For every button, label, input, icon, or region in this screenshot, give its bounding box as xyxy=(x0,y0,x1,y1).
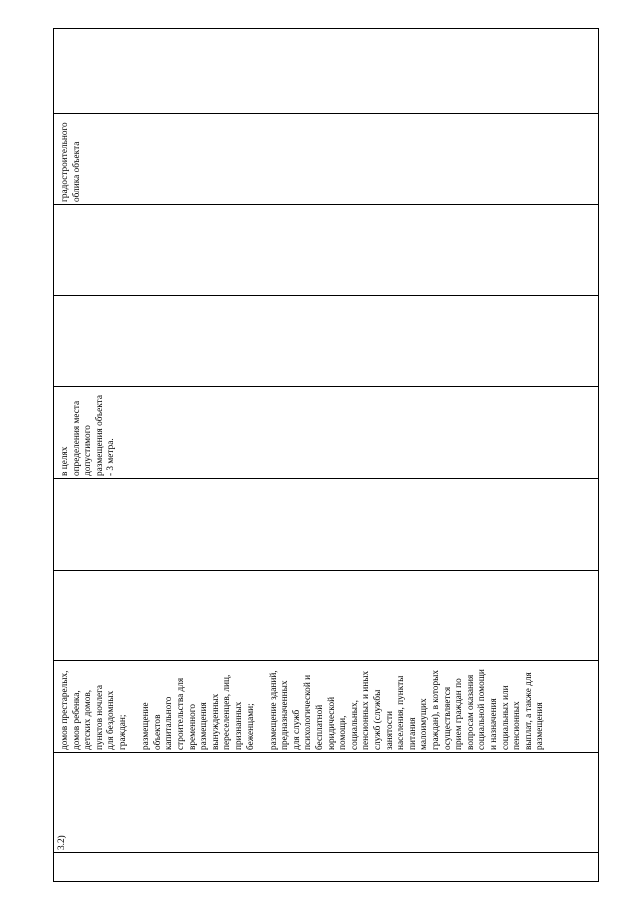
cell-line: служб (службы xyxy=(373,689,384,750)
cell-line: для служб xyxy=(291,709,302,750)
table-frame xyxy=(53,28,599,882)
cell-line: для бездомных xyxy=(106,690,117,750)
table-divider xyxy=(53,295,599,296)
cell-line: граждан; xyxy=(117,714,128,750)
cell-line: капитального xyxy=(164,696,175,750)
cell-line: занятости xyxy=(384,710,395,750)
cell-line: детских домов, xyxy=(83,689,94,750)
cell-line: переселенцев, лиц, xyxy=(222,674,233,750)
cell-line: в целях xyxy=(60,446,70,476)
table-divider xyxy=(53,478,599,479)
cell-line: и назначения xyxy=(488,698,499,750)
cell-line: юридической xyxy=(326,696,337,750)
cell-line: пунктов ночлега xyxy=(94,684,105,750)
cell-line: осуществляется xyxy=(442,686,453,750)
row-number-text: 3.2) xyxy=(57,835,67,850)
cell-line: помощи, xyxy=(338,715,349,750)
cell-line: размещения объекта xyxy=(94,395,105,476)
cell-line: прием граждан по xyxy=(454,678,465,750)
cell-line: беженцами; xyxy=(245,703,256,750)
cell-line: домов престарелых, xyxy=(60,670,70,750)
cell-line: вынужденных xyxy=(210,693,221,750)
cell-line xyxy=(130,669,142,750)
cell-line: градостроительного xyxy=(60,122,70,202)
table-divider xyxy=(53,113,599,114)
cell-line: временного xyxy=(187,703,198,750)
cell-line: размещение xyxy=(141,702,152,750)
cell-line: размещения xyxy=(199,702,210,750)
cell-line: граждан), в которых xyxy=(431,669,441,750)
cell-line: домов ребенка, xyxy=(71,690,82,750)
cell-line: определения места xyxy=(71,400,82,476)
cell-line: объектов xyxy=(152,714,163,750)
cell-line: вопросам оказания xyxy=(465,674,476,750)
cell-line: допустимого xyxy=(83,425,94,476)
cell-line: - 3 метра. xyxy=(106,438,117,476)
cell-line: социальных, xyxy=(349,699,360,750)
table-divider xyxy=(53,204,599,205)
table-divider xyxy=(53,752,599,753)
cell-line: населения, пункты xyxy=(396,675,407,750)
cell-line: пенсионных и иных xyxy=(361,670,372,750)
cell-line: пенсионных xyxy=(512,701,523,750)
cell-line: социальной помощи xyxy=(477,669,488,750)
cell-line: выплат, а также для xyxy=(523,672,534,750)
cell-line: строительства для xyxy=(175,677,186,750)
cell-line: психологической и xyxy=(303,674,314,750)
cell-line xyxy=(257,669,269,750)
cell-line: питания xyxy=(407,717,418,750)
cell-line: облика объекта xyxy=(71,141,82,202)
appearance-cell xyxy=(60,122,83,202)
table-divider xyxy=(53,660,599,661)
setback-cell xyxy=(60,395,118,476)
cell-line: размещение зданий, xyxy=(268,670,279,750)
row-number-cell xyxy=(57,835,69,850)
table-divider xyxy=(53,852,599,853)
table-divider xyxy=(53,570,599,571)
permitted-use-cell xyxy=(60,669,547,750)
cell-line: предназначенных xyxy=(280,680,291,750)
cell-line: малоимущих xyxy=(419,698,430,750)
table-divider xyxy=(53,386,599,387)
cell-line: признанных xyxy=(233,701,244,750)
cell-line: социальных или xyxy=(500,685,511,750)
cell-line: бесплатной xyxy=(315,704,326,750)
cell-line: размещения xyxy=(535,702,546,750)
